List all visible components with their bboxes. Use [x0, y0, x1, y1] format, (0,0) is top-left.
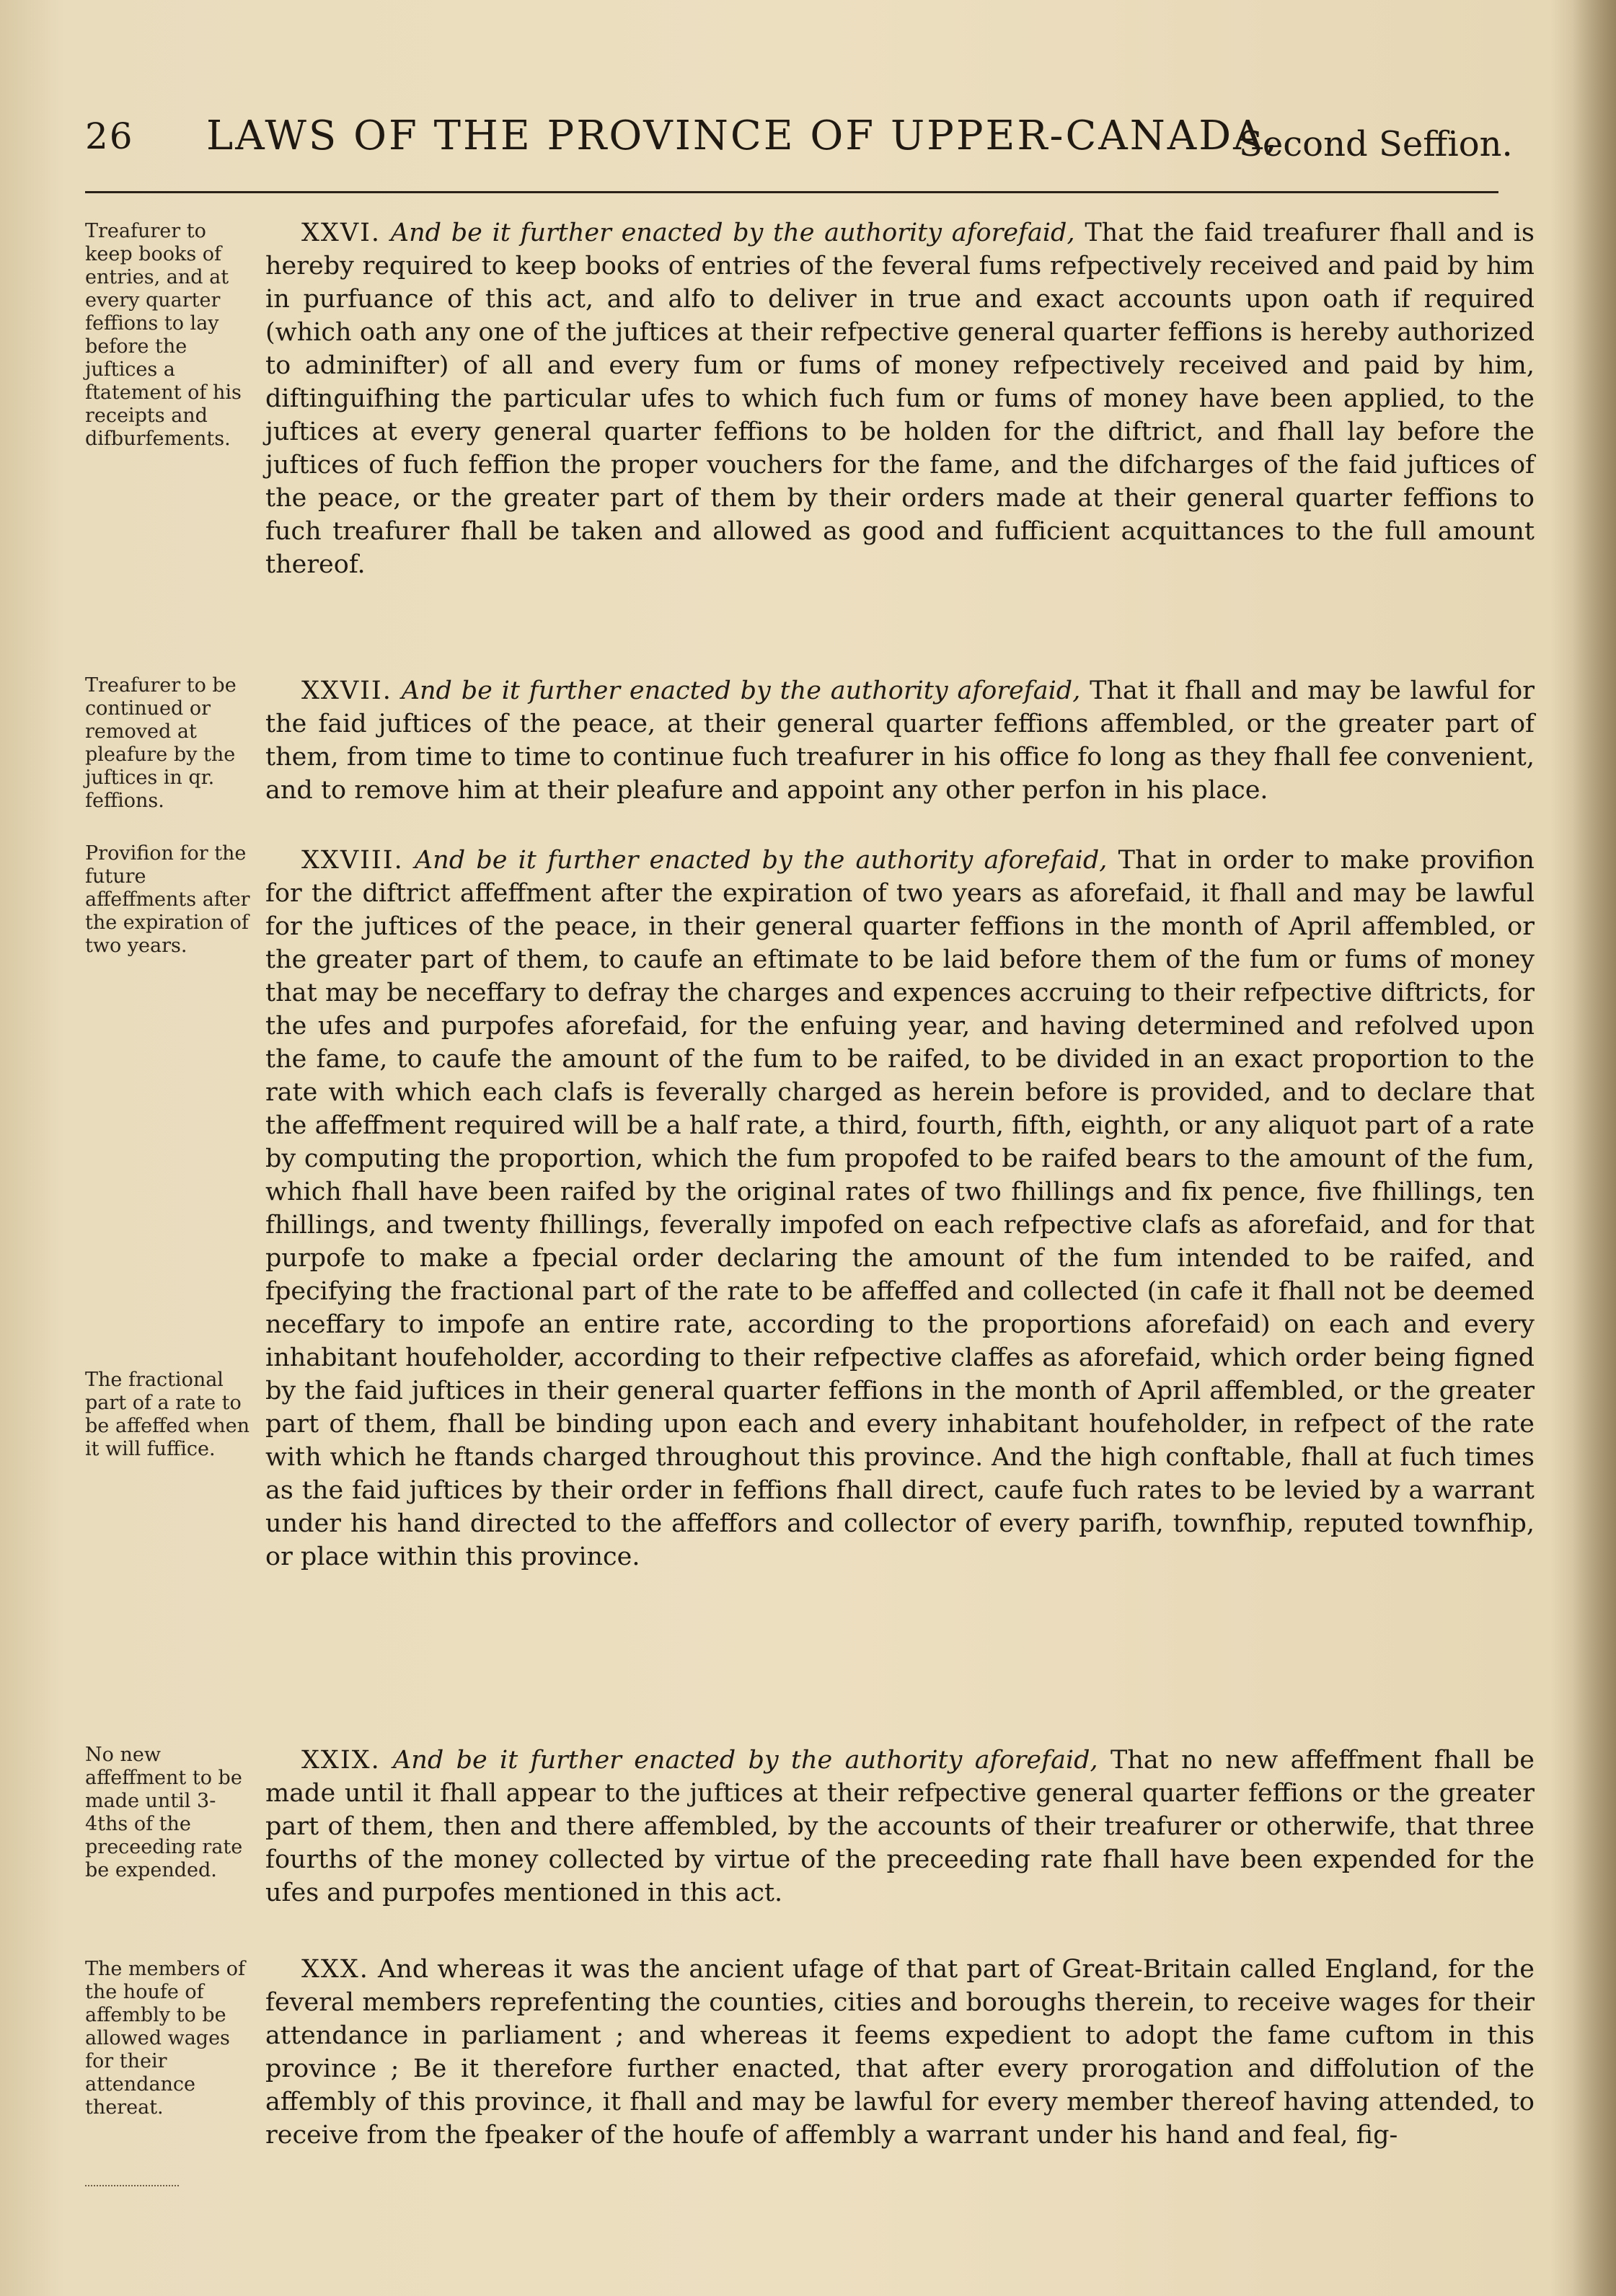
section-xxx	[265, 1953, 1535, 2152]
session-label: Second Seffion.	[1239, 124, 1513, 164]
section-xxviii	[265, 844, 1535, 1573]
ink-mark	[85, 2185, 179, 2188]
margin-note-xxix: No new affeffment to be made until 3-4ths of the preceeding rate be expended.	[85, 1744, 243, 1881]
section-number: XXVII.	[301, 676, 392, 705]
header-rule	[85, 191, 1498, 193]
margin-note-xxx: The members of the houfe of affembly to be allowed wages for their attendance thereat.	[85, 1958, 245, 2119]
section-number: XXIX.	[301, 1746, 381, 1775]
margin-note-xxviii: Provifion for the future affeffments after the expiration of two years.	[85, 842, 250, 957]
section-body: And whereas it was the ancient ufage of that part of Great-Britain called England, for the feveral members reprefenting the counties, cities and boroughs therein, to receive wages for their attendance in parliament ; and whereas it feems expedient to adopt the fame cuftom in this province ; Be it therefore further enacted, that after every prorogation and diffolution of the affembly of this province, it fhall and may be lawful for every member thereof having attended, to receive from the fpeaker of the houfe of affembly a warrant under his hand and feal, fig-	[265, 1955, 1535, 2150]
page-header	[85, 108, 1513, 187]
margin-note-xxvii: Treafurer to be continued or removed at pleafure by the juftices in qr. feffions.	[85, 674, 237, 812]
margin-note-fractional: The fractional part of a rate to be affeffed when it will fuffice.	[85, 1369, 250, 1460]
spine-shadow	[1573, 0, 1616, 2296]
enacting-clause: And be it further enacted by the authority aforefaid,	[393, 1746, 1098, 1775]
section-body: That no new affeffment fhall be made until it fhall appear to the juftices at their refpective general quarter feffions or the greater part of them, then and there affembled, by the accounts of their treafurer or otherwife, that three fourths of the money collected by virtue of the preceeding rate fhall have been expended for the ufes and purpofes mentioned in this act.	[265, 1746, 1535, 1907]
running-title: LAWS OF THE PROVINCE OF UPPER-CANADA,	[206, 112, 1280, 159]
section-xxvii	[265, 674, 1535, 807]
section-xxvi	[265, 216, 1535, 581]
section-body: That the faid treafurer fhall and is hereby required to keep books of entries of the feveral fums refpectively received and paid by him in purfuance of this act, and alfo to deliver in true and exact accounts upon oath if required (which oath any one of the juftices at their refpective general quarter feffions is hereby authorized to adminifter) of all and every fum or fums of money refpectively received and paid by him, diftinguifhing the particular ufes to which fuch fum or fums of money have been applied, to the juftices at every general quarter feffions to be holden for the diftrict, and fhall lay before the juftices of fuch feffion the proper vouchers for the fame, and the difcharges of the faid juftices of the peace, or the greater part of them by their orders made at their general quarter feffions to fuch treafurer fhall be taken and allowed as good and fufficient acquittances to the full amount thereof.	[265, 218, 1535, 579]
margin-note-xxvi: Treafurer to keep books of entries, and at every quarter feffions to lay before the juftices a ftatement of his receipts and difburfements.	[85, 220, 242, 450]
page-number: 26	[85, 115, 134, 157]
enacting-clause: And be it further enacted by the authority aforefaid,	[414, 846, 1108, 875]
section-number: XXX.	[301, 1955, 369, 1984]
section-body: That it fhall and may be lawful for the faid juftices of the peace, at their general quarter feffions affembled, or the greater part of them, from time to time to continue fuch treafurer in his office fo long as they fhall fee convenient, and to remove him at their pleafure and appoint any other perfon in his place.	[265, 676, 1535, 805]
section-body: That in order to make provifion for the diftrict affeffment after the expiration of two years as aforefaid, it fhall and may be lawful for the juftices of the peace, in their general quarter feffions in the month of April affembled, or the greater part of them, to caufe an eftimate to be laid before them of the fum or fums of money that may be neceffary to defray the charges and expences accruing to their refpective diftricts, for the ufes and purpofes aforefaid, for the enfuing year, and having determined and refolved upon the fame, to caufe the amount of the fum to be raifed, to be divided in an exact proportion to the rate with which each clafs is feverally charged as herein before is provided, and to declare that the affeffment required will be a half rate, a third, fourth, fifth, eighth, or any aliquot part of a rate by computing the proportion, which the fum propofed to be raifed bears to the amount of the fum, which fhall have been raifed by the original rates of two fhillings and fix pence, five fhillings, ten fhillings, and twenty fhillings, feverally impofed on each refpective clafs as aforefaid, and for that purpofe to make a fpecial order declaring the amount of the fum intended to be raifed, and fpecifying the fractional part of the rate to be affeffed and collected (in cafe it fhall not be deemed neceffary to impofe an entire rate, according to the proportions aforefaid) on each and every inhabitant houfeholder, according to their refpective claffes as aforefaid, which order being figned by the faid juftices in their general quarter feffions in the month of April affembled, or the greater part of them, fhall be binding upon each and every inhabitant houfeholder, in refpect of the rate with which he ftands charged throughout this province. And the high conftable, fhall at fuch times as the faid juftices by their order in feffions fhall direct, caufe fuch rates to be levied by a warrant under his hand directed to the affeffors and collector of every parifh, townfhip, reputed townfhip, or place within this province.	[265, 846, 1535, 1571]
section-xxix	[265, 1744, 1535, 1909]
enacting-clause: And be it further enacted by the authority aforefaid,	[401, 676, 1081, 705]
enacting-clause: And be it further enacted by the authority aforefaid,	[390, 218, 1075, 247]
section-number: XXVIII.	[301, 846, 404, 875]
section-number: XXVI.	[301, 218, 381, 247]
